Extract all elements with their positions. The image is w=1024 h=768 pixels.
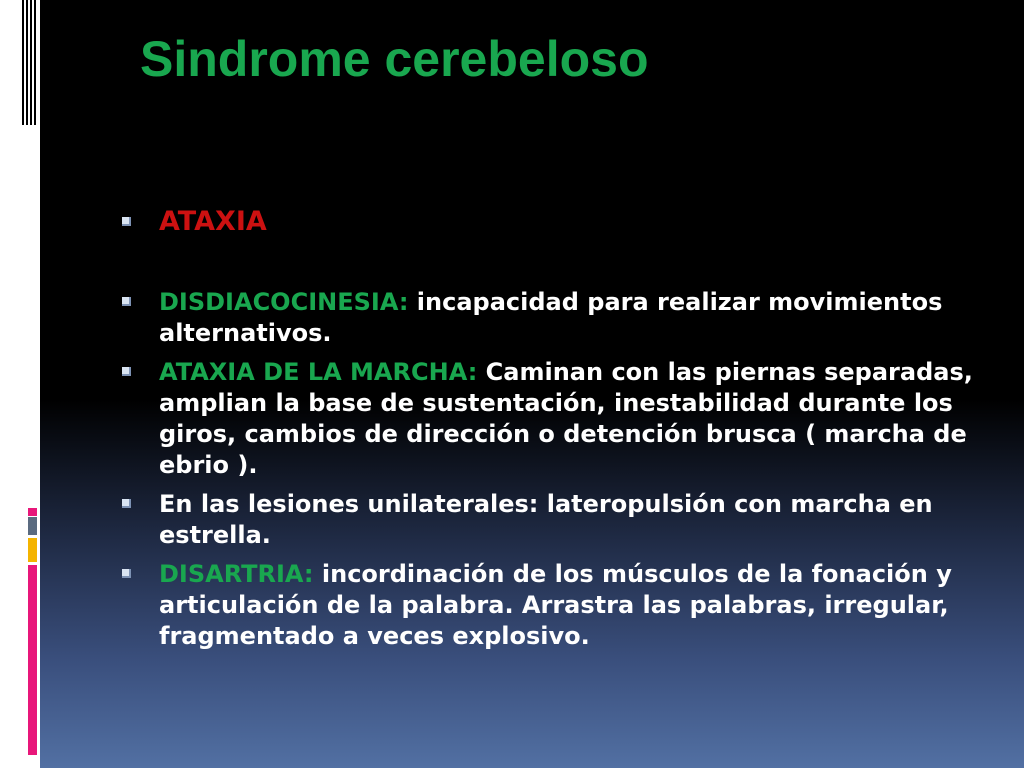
bullet-lesiones-unilaterales — [118, 489, 978, 551]
bullet-disartria — [118, 559, 978, 652]
bullet-ataxia — [118, 200, 978, 244]
bullet-text: Caminan con las piernas separadas, amplian la base de sustentación, inestabilidad durante los giros, cambios de dirección o detención brusca ( marcha de ebrio ). — [159, 358, 973, 479]
square-bullet-icon — [122, 367, 131, 376]
square-bullet-icon — [122, 569, 131, 578]
pink-accent-long-bar — [28, 565, 37, 755]
square-bullet-icon — [122, 217, 131, 226]
square-bullet-icon — [122, 499, 131, 508]
bullet-list — [118, 200, 978, 660]
bullet-term: ATAXIA DE LA MARCHA: — [159, 358, 478, 386]
bullet-term: DISARTRIA: — [159, 560, 314, 588]
pink-accent-bar — [28, 508, 37, 516]
bullet-text: incordinación de los músculos de la fonación y articulación de la palabra. Arrastra las palabras, irregular, fragmentado a veces explosivo. — [159, 560, 952, 650]
gray-accent-bar — [28, 517, 37, 535]
bullet-text: incapacidad para realizar movimientos alternativos. — [159, 288, 943, 347]
yellow-accent-bar — [28, 538, 37, 562]
bullet-term: ATAXIA — [159, 206, 267, 237]
square-bullet-icon — [122, 297, 131, 306]
bullet-disdiacocinesia — [118, 287, 978, 349]
bullet-text: En las lesiones unilaterales: lateropulsión con marcha en estrella. — [159, 490, 933, 549]
bullet-term: DISDIACOCINESIA: — [159, 288, 409, 316]
bullet-ataxia-marcha — [118, 357, 978, 481]
vertical-lines-decoration — [22, 0, 38, 125]
slide-title: Sindrome cerebeloso — [140, 31, 649, 87]
